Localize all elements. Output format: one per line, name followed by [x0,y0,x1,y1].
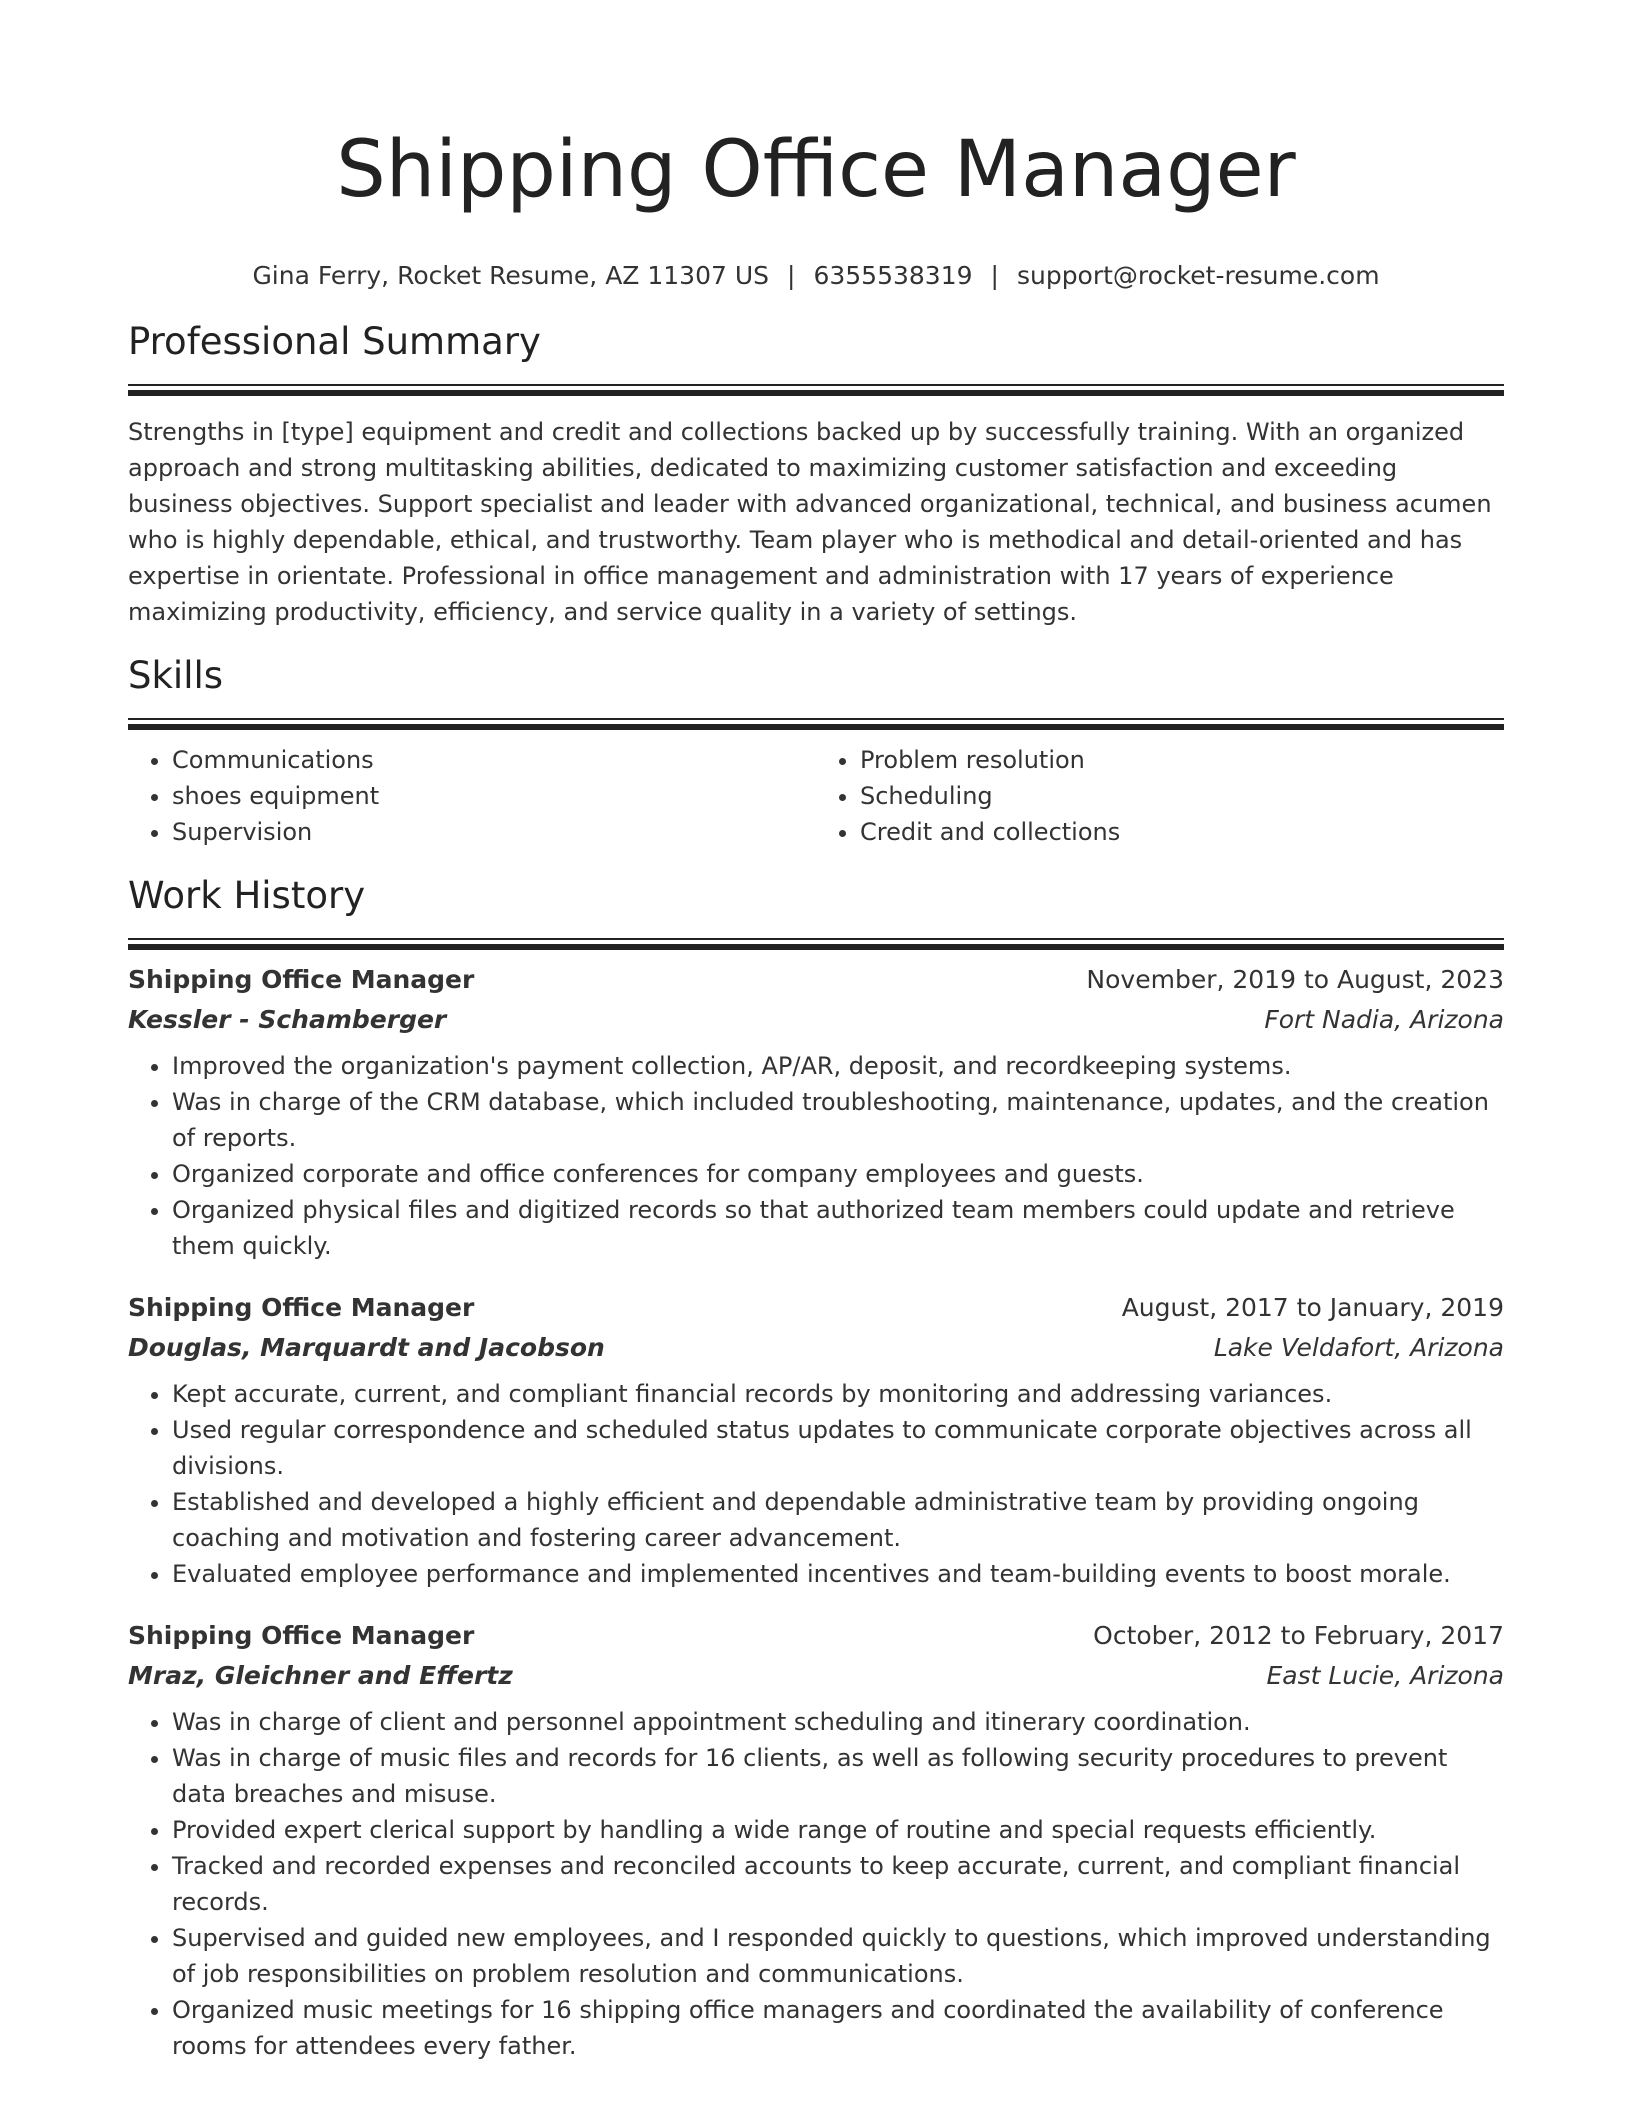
job-bullet: • Used regular correspondence and scheduled status updates to communicate corporate objectives across all divisions. [172,1412,1504,1484]
skills-column-left [128,742,816,850]
job-bullet: • Organized physical files and digitized records so that authorized team members could update and retrieve them quickly. [172,1192,1504,1264]
job-bullet: • Was in charge of music files and records for 16 clients, as well as following security procedures to prevent data breaches and misuse. [172,1740,1504,1812]
section-heading-skills: Skills [128,654,224,697]
job-bullets [128,1376,1504,1592]
job-bullet: • Provided expert clerical support by handling a wide range of routine and special requests efficiently. [172,1812,1504,1848]
job-bullet: • Evaluated employee performance and implemented incentives and team-building events to boost morale. [172,1556,1504,1592]
job-bullet: • Supervised and guided new employees, and I responded quickly to questions, which improved understanding of job responsibilities on problem resolution and communications. [172,1920,1504,1992]
job-location: East Lucie, Arizona [1266,1661,1504,1690]
skill-item: • Supervision [172,814,816,850]
section-divider [128,718,1504,720]
job-title: Shipping Office Manager [128,1293,475,1322]
job-bullets [128,1048,1504,1264]
section-divider [128,384,1504,386]
job-dates: November, 2019 to August, 2023 [1086,965,1504,994]
skill-item: • Scheduling [860,778,1504,814]
contact-address: Gina Ferry, Rocket Resume, AZ 11307 US [252,261,770,290]
job-location: Fort Nadia, Arizona [1264,1005,1504,1034]
job-bullet: • Kept accurate, current, and compliant financial records by monitoring and addressing variances. [172,1376,1504,1412]
job-entry [128,1616,1504,2064]
job-entry [128,1288,1504,1592]
summary-text: Strengths in [type] equipment and credit and collections backed up by successfully training. With an organized approach and strong multitasking abilities, dedicated to maximizing customer satisfaction and exceeding business objectives. Support specialist and leader with advanced organizational, technical, and business acumen who is highly dependable, ethical, and trustworthy. Team player who is methodical and detail-oriented and has expertise in orientate. Professional in office management and administration with 17 years of experience maximizing productivity, efficiency, and service quality in a variety of settings. [128,418,1492,626]
section-divider [128,938,1504,940]
section-heading-work-history: Work History [128,874,366,917]
skill-item: • shoes equipment [172,778,816,814]
skill-item: • Credit and collections [860,814,1504,850]
job-title: Shipping Office Manager [128,965,475,994]
job-bullet: • Improved the organization's payment collection, AP/AR, deposit, and recordkeeping systems. [172,1048,1504,1084]
contact-phone: 6355538319 [813,261,973,290]
section-heading-summary: Professional Summary [128,320,541,363]
contact-line [128,256,1504,296]
skill-item: • Communications [172,742,816,778]
contact-separator: | [990,261,999,290]
skills-column-right [816,742,1504,850]
skills-list [128,742,1504,850]
job-title: Shipping Office Manager [128,1621,475,1650]
job-dates: August, 2017 to January, 2019 [1121,1293,1504,1322]
job-company: Douglas, Marquardt and Jacobson [128,1333,605,1362]
job-bullet: • Organized corporate and office conferences for company employees and guests. [172,1156,1504,1192]
job-bullet: • Tracked and recorded expenses and reconciled accounts to keep accurate, current, and compliant financial records. [172,1848,1504,1920]
resume-title: Shipping Office Manager [336,125,1296,215]
job-bullets [128,1704,1504,2064]
contact-email[interactable]: support@rocket-resume.com [1016,261,1380,290]
job-bullet: • Was in charge of client and personnel appointment scheduling and itinerary coordination. [172,1704,1504,1740]
job-company: Kessler - Schamberger [128,1005,447,1034]
job-dates: October, 2012 to February, 2017 [1093,1621,1504,1650]
contact-separator: | [787,261,796,290]
job-bullet: • Was in charge of the CRM database, which included troubleshooting, maintenance, updates, and the creation of reports. [172,1084,1504,1156]
job-bullet: • Established and developed a highly efficient and dependable administrative team by providing ongoing coaching and motivation and fostering career advancement. [172,1484,1504,1556]
job-company: Mraz, Gleichner and Effertz [128,1661,513,1690]
job-bullet: • Organized music meetings for 16 shipping office managers and coordinated the availability of conference rooms for attendees every father. [172,1992,1504,2064]
job-location: Lake Veldafort, Arizona [1213,1333,1504,1362]
skill-item: • Problem resolution [860,742,1504,778]
resume-page [128,0,1504,2064]
job-entry [128,960,1504,1264]
